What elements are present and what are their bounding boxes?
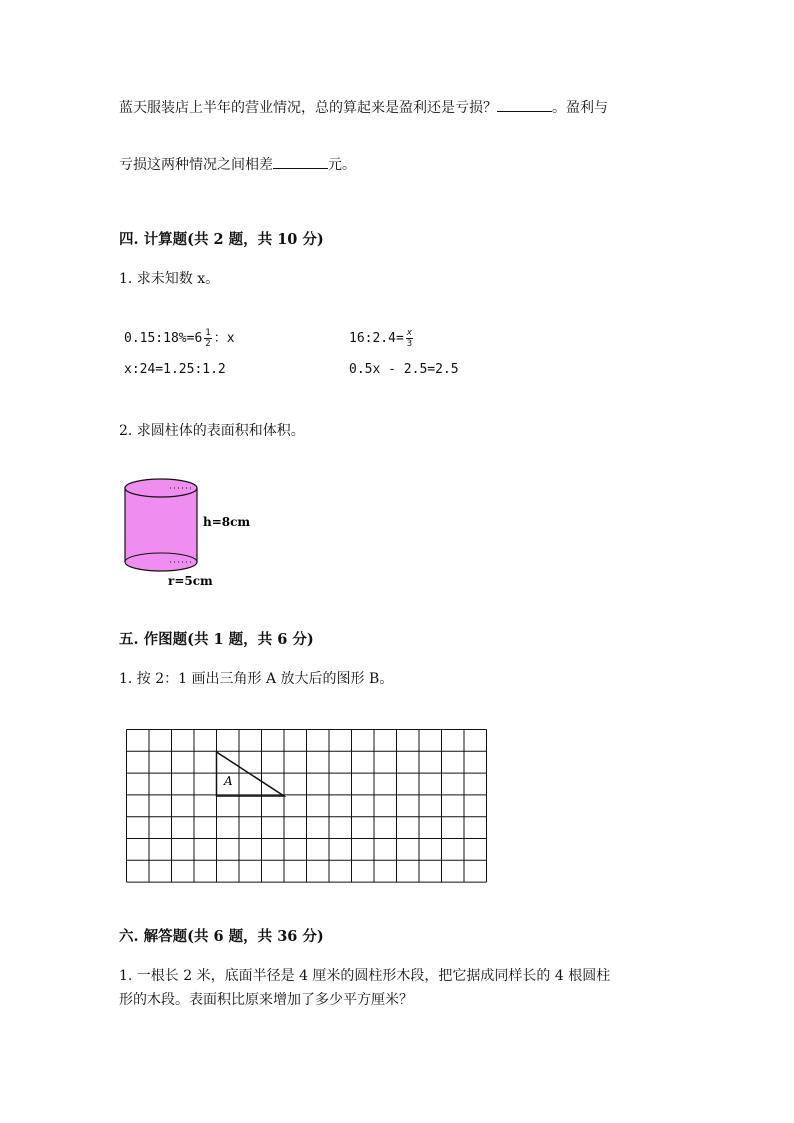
q3-line2-tail: 元。 <box>328 157 356 173</box>
equation-4: 0.5x - 2.5=2.5 <box>349 362 459 377</box>
eq2-left: 16:2.4= <box>349 331 404 346</box>
q3-line1-tail: 。盈利与 <box>552 100 608 116</box>
sec4-q2: 2. 求圆柱体的表面积和体积。 <box>119 423 305 439</box>
q3-line2-text: 亏损这两种情况之间相差 <box>119 157 273 173</box>
cylinder-body <box>125 488 197 571</box>
answer-blank-profit-or-loss[interactable] <box>497 98 552 112</box>
section5-title: 五. 作图题(共 1 题，共 6 分) <box>119 631 314 648</box>
eq2-frac-num: x <box>406 328 413 338</box>
q3-line2 <box>119 155 356 174</box>
q3-line1-text: 蓝天服装店上半年的营业情况，总的算起来是盈利还是亏损？ <box>119 100 497 116</box>
eq1-right: ：x <box>213 331 235 346</box>
cylinder-figure <box>110 470 290 595</box>
eq1-frac-num: 1 <box>205 328 211 338</box>
equation-2 <box>349 328 415 349</box>
radius-label: r=5cm <box>168 574 213 588</box>
eq2-fraction <box>406 328 413 349</box>
sec5-q1: 1. 按 2：1 画出三角形 A 放大后的图形 B。 <box>119 671 394 687</box>
q3-line1 <box>119 98 608 117</box>
section4-title: 四. 计算题(共 2 题，共 10 分) <box>119 231 324 248</box>
sec6-q1-line1: 1. 一根长 2 米，底面半径是 4 厘米的圆柱形木段，把它据成同样长的 4 根圆柱 <box>119 968 611 984</box>
equation-1 <box>124 328 235 349</box>
eq2-frac-den: 3 <box>406 339 413 349</box>
sec6-q1-line2: 形的木段。表面积比原来增加了多少平方厘米？ <box>119 992 413 1008</box>
eq1-fraction <box>204 328 211 349</box>
drawing-grid[interactable] <box>126 729 490 883</box>
eq1-frac-den: 2 <box>205 339 211 349</box>
equation-3: x:24=1.25:1.2 <box>124 362 226 377</box>
triangle-a-label: A <box>224 774 233 788</box>
sec4-q1: 1. 求未知数 x。 <box>119 271 220 287</box>
height-label: h=8cm <box>203 515 251 529</box>
answer-blank-difference[interactable] <box>273 155 328 169</box>
section6-title: 六. 解答题(共 6 题，共 36 分) <box>119 928 324 945</box>
grid-lines <box>127 730 487 883</box>
eq1-left: 0.15:18%=6 <box>124 331 203 346</box>
